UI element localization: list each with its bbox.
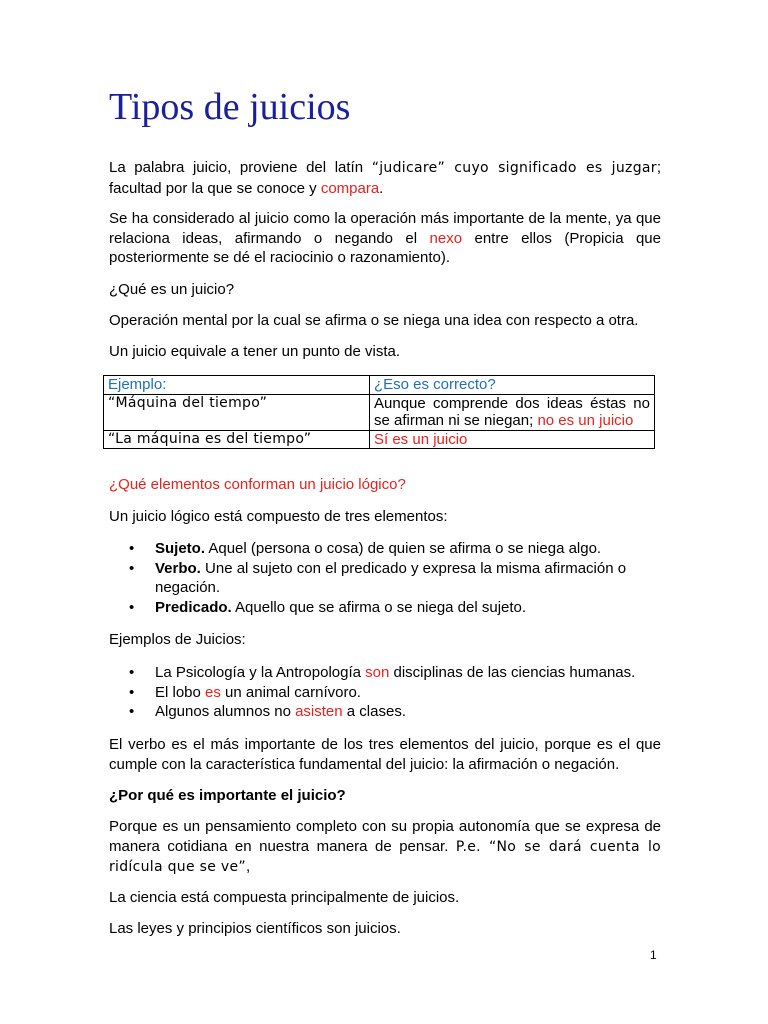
page-title: Tipos de juicios (109, 86, 351, 128)
list-item: • Algunos alumnos no asisten a clases. (129, 703, 406, 720)
bullet-icon: • (129, 559, 135, 577)
paragraph-laws: Las leyes y principios científicos son juicios. (109, 920, 401, 937)
list-item: • La Psicología y la Antropología son disciplinas de las ciencias humanas. (129, 664, 636, 681)
page-number: 1 (650, 948, 657, 962)
paragraph-point-of-view: Un juicio equivale a tener un punto de vista. (109, 343, 401, 360)
list-item: • Sujeto. Aquel (persona o cosa) de quien se afirma o se niega algo. (129, 540, 602, 557)
table-row (104, 394, 655, 430)
table-header-example: Ejemplo: (104, 376, 370, 395)
bullet-icon: • (129, 683, 135, 701)
paragraph-definition: Operación mental por la cual se afirma o se niega una idea con respecto a otra. (109, 312, 639, 329)
bullet-icon: • (129, 540, 135, 557)
table-cell-verdict: Sí es un juicio (370, 430, 655, 449)
examples-list (109, 663, 661, 722)
paragraph-science: La ciencia está compuesta principalmente de juicios. (109, 889, 460, 906)
table-header-row (104, 376, 655, 395)
question-why-important: ¿Por qué es importante el juicio? (109, 787, 346, 804)
paragraph-autonomy: Porque es un pensamiento completo con su propia autonomía que se expresa de manera cotidiana en nuestra manera de pensar. P.e. “No se dará cuenta lo ridícula que se ve”, (109, 818, 661, 875)
list-item: • Verbo. Une al sujeto con el predicado y expresa la misma afirmación o negación. (129, 559, 627, 596)
table-cell-verdict: Aunque comprende dos ideas éstas no se afirman ni se niegan; no es un juicio (370, 394, 655, 430)
table-cell-example: “La máquina es del tiempo” (104, 430, 370, 449)
paragraph-verb-importance: El verbo es el más importante de los tres elementos del juicio, porque es el que cumple con la característica fundamental del juicio: la afirmación o negación. (109, 736, 661, 773)
paragraph-examples-heading: Ejemplos de Juicios: (109, 631, 246, 648)
question-what-is-judgment: ¿Qué es un juicio? (109, 281, 235, 298)
table-header-correct: ¿Eso es correcto? (370, 376, 655, 395)
paragraph-importance: Se ha considerado al juicio como la operación más importante de la mente, ya que relaciona ideas, afirmando o negando el nexo entre ellos (Propicia que posteriormente se dé el raciocinio o razonamiento). (109, 210, 661, 266)
elements-list (109, 539, 661, 617)
paragraph-three-elements: Un juicio lógico está compuesto de tres elementos: (109, 508, 448, 525)
highlight-compara: compara (320, 179, 380, 197)
bullet-icon: • (129, 598, 135, 616)
paragraph-etymology: La palabra juicio, proviene del latín “judicare” cuyo significado es juzgar; facultad por la que se conoce y compara. (109, 159, 661, 197)
table-row (104, 430, 655, 449)
bullet-icon: • (129, 664, 135, 681)
bullet-icon: • (129, 703, 135, 720)
question-elements: ¿Qué elementos conforman un juicio lógico? (109, 476, 406, 493)
list-item: • Predicado. Aquello que se afirma o se niega del sujeto. (129, 598, 527, 616)
highlight-nexo: nexo (429, 229, 463, 247)
list-item: • El lobo es un animal carnívoro. (129, 683, 361, 701)
table-cell-example: “Máquina del tiempo” (104, 394, 370, 430)
examples-table (103, 375, 655, 449)
